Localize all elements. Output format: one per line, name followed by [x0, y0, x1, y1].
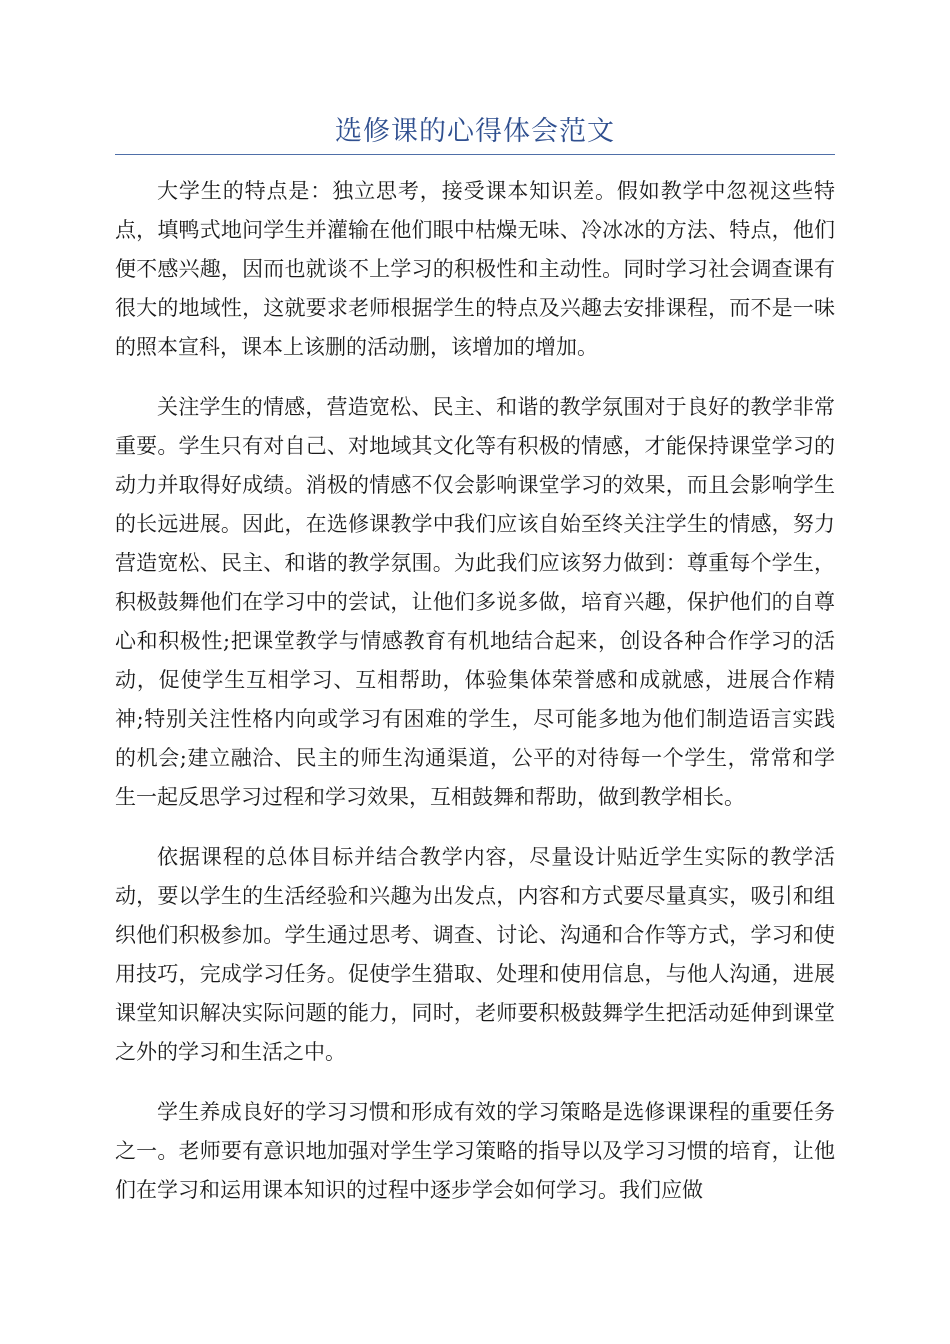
document-body: [115, 172, 835, 1231]
paragraph-3: 依据课程的总体目标并结合教学内容，尽量设计贴近学生实际的教学活动，要以学生的生活经验和兴趣为出发点，内容和方式要尽量真实，吸引和组织他们积极参加。学生通过思考、调查、讨论、沟通和合作等方式，学习和使用技巧，完成学习任务。促使学生猎取、处理和使用信息，与他人沟通，进展课堂知识解决实际问题的能力，同时，老师要积极鼓舞学生把活动延伸到课堂之外的学习和生活之中。: [115, 845, 835, 1064]
title-underline: [115, 154, 835, 155]
paragraph-4: 学生养成良好的学习习惯和形成有效的学习策略是选修课课程的重要任务之一。老师要有意识地加强对学生学习策略的指导以及学习习惯的培育，让他们在学习和运用课本知识的过程中逐步学会如何学习。我们应做: [115, 1100, 835, 1202]
document-title: 选修课的心得体会范文: [335, 116, 615, 147]
paragraph-2: 关注学生的情感，营造宽松、民主、和谐的教学氛围对于良好的教学非常重要。学生只有对自己、对地域其文化等有积极的情感，才能保持课堂学习的动力并取得好成绩。消极的情感不仅会影响课堂学习的效果，而且会影响学生的长远进展。因此，在选修课教学中我们应该自始至终关注学生的情感，努力营造宽松、民主、和谐的教学氛围。为此我们应该努力做到：尊重每个学生，积极鼓舞他们在学习中的尝试，让他们多说多做，培育兴趣，保护他们的自尊心和积极性;把课堂教学与情感教育有机地结合起来，创设各种合作学习的活动，促使学生互相学习、互相帮助，体验集体荣誉感和成就感，进展合作精神;特别关注性格内向或学习有困难的学生，尽可能多地为他们制造语言实践的机会;建立融洽、民主的师生沟通渠道，公平的对待每一个学生，常常和学生一起反思学习过程和学习效果，互相鼓舞和帮助，做到教学相长。: [115, 395, 835, 809]
paragraph-1: 大学生的特点是：独立思考，接受课本知识差。假如教学中忽视这些特点，填鸭式地问学生并灌输在他们眼中枯燥无味、冷冰冰的方法、特点，他们便不感兴趣，因而也就谈不上学习的积极性和主动性。同时学习社会调查课有很大的地域性，这就要求老师根据学生的特点及兴趣去安排课程，而不是一味的照本宣科，课本上该删的活动删，该增加的增加。: [115, 179, 835, 359]
